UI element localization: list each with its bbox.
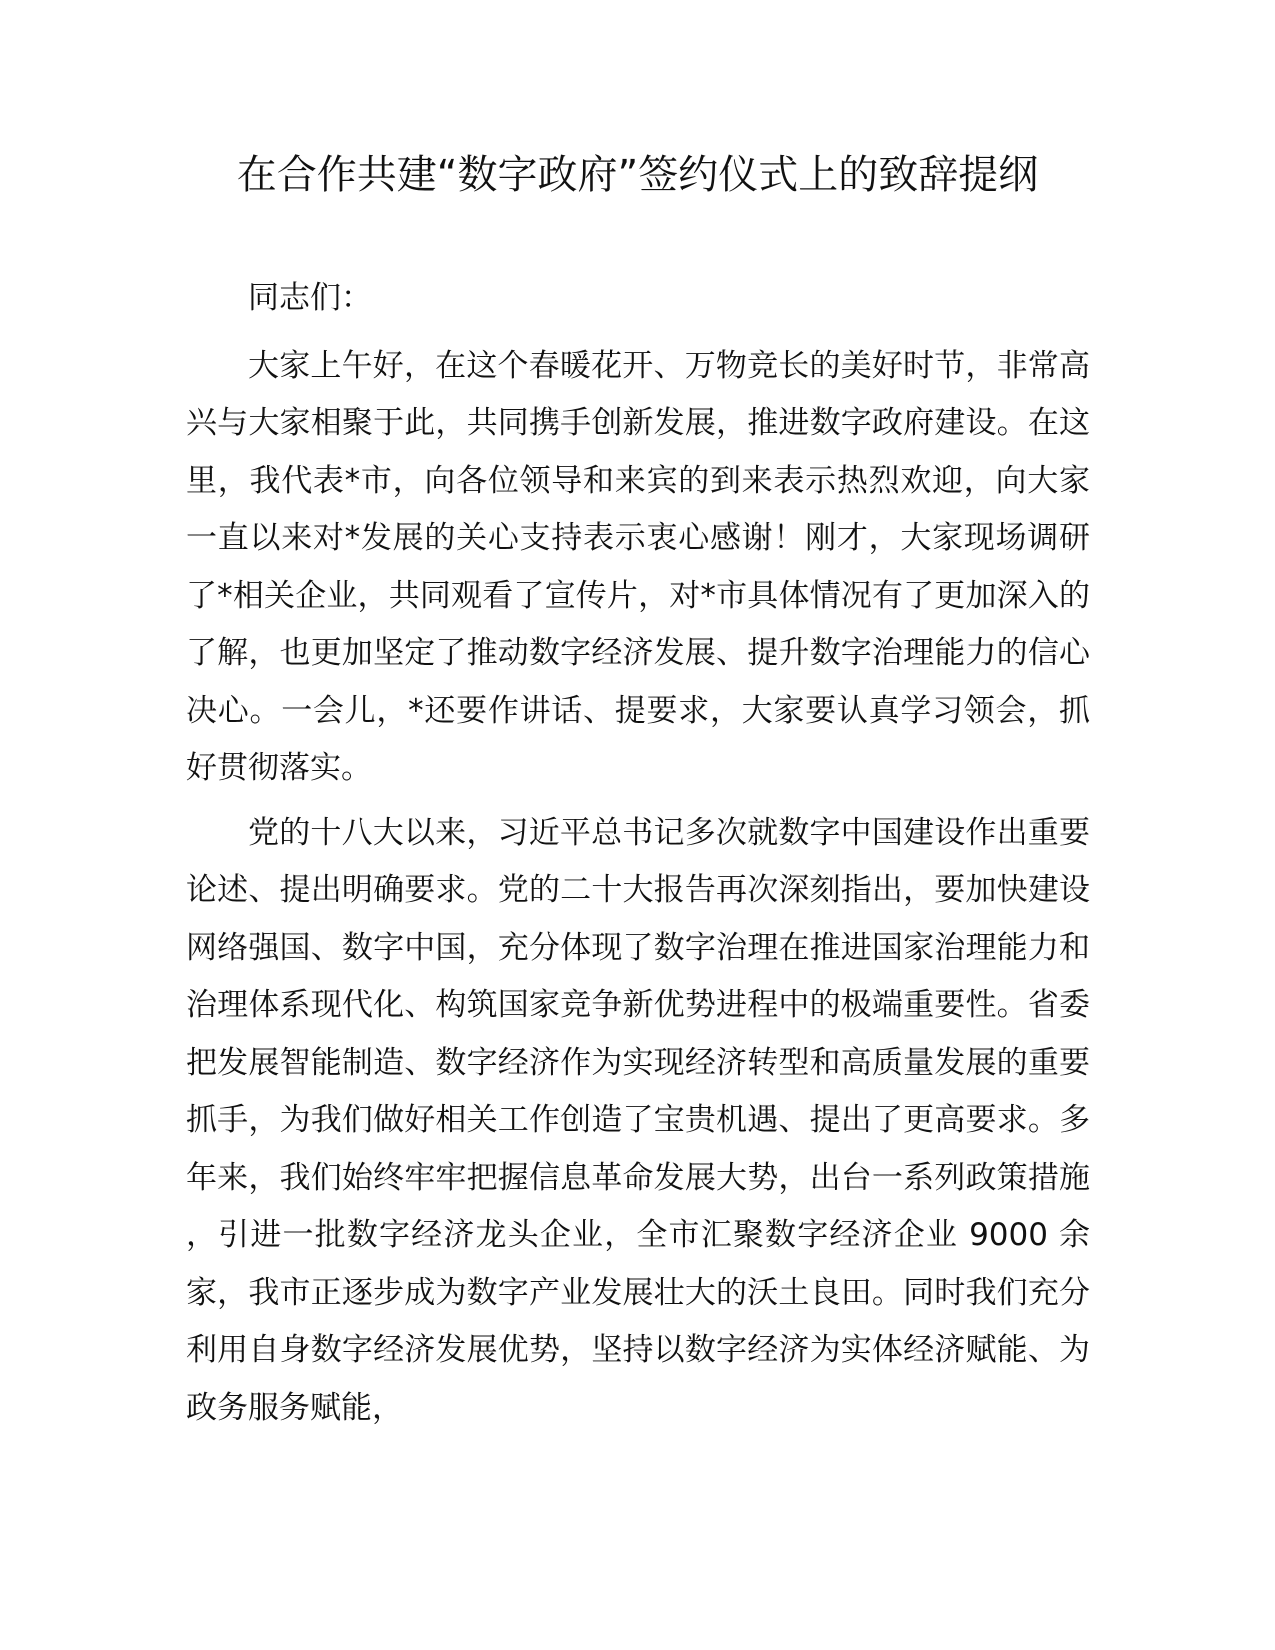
paragraph-opening-remarks: 大家上午好，在这个春暖花开、万物竞长的美好时节，非常高兴与大家相聚于此，共同携手创新发展，推进数字政府建设。在这里，我代表*市，向各位领导和来宾的到来表示热烈欢迎，向大家一直以来对*发展的关心支持表示衷心感谢！刚才，大家现场调研了*相关企业，共同观看了宣传片，对*市具体情况有了更加深入的了解，也更加坚定了推动数字经济发展、提升数字治理能力的信心决心。一会儿，*还要作讲话、提要求，大家要认真学习领会，抓好贯彻落实。: [186, 347, 1090, 786]
paragraph-digital-china: 党的十八大以来，习近平总书记多次就数字中国建设作出重要论述、提出明确要求。党的二十大报告再次深刻指出，要加快建设网络强国、数字中国，充分体现了数字治理在推进国家治理能力和治理体系现代化、构筑国家竞争新优势进程中的极端重要性。省委把发展智能制造、数字经济作为实现经济转型和高质量发展的重要抓手，为我们做好相关工作创造了宝贵机遇、提出了更高要求。多年来，我们始终牢牢把握信息革命发展大势，出台一系列政策措施，引进一批数字经济龙头企业，全市汇聚数字经济企业 9000 余家，我市正逐步成为数字产业发展壮大的沃土良田。同时我们充分利用自身数字经济发展优势，坚持以数字经济为实体经济赋能、为政务服务赋能，: [186, 814, 1090, 1426]
document-title: 在合作共建“数字政府”签约仪式上的致辞提纲: [236, 152, 1039, 198]
document-body: [186, 270, 1090, 1444]
salutation: 同志们：: [248, 280, 372, 316]
